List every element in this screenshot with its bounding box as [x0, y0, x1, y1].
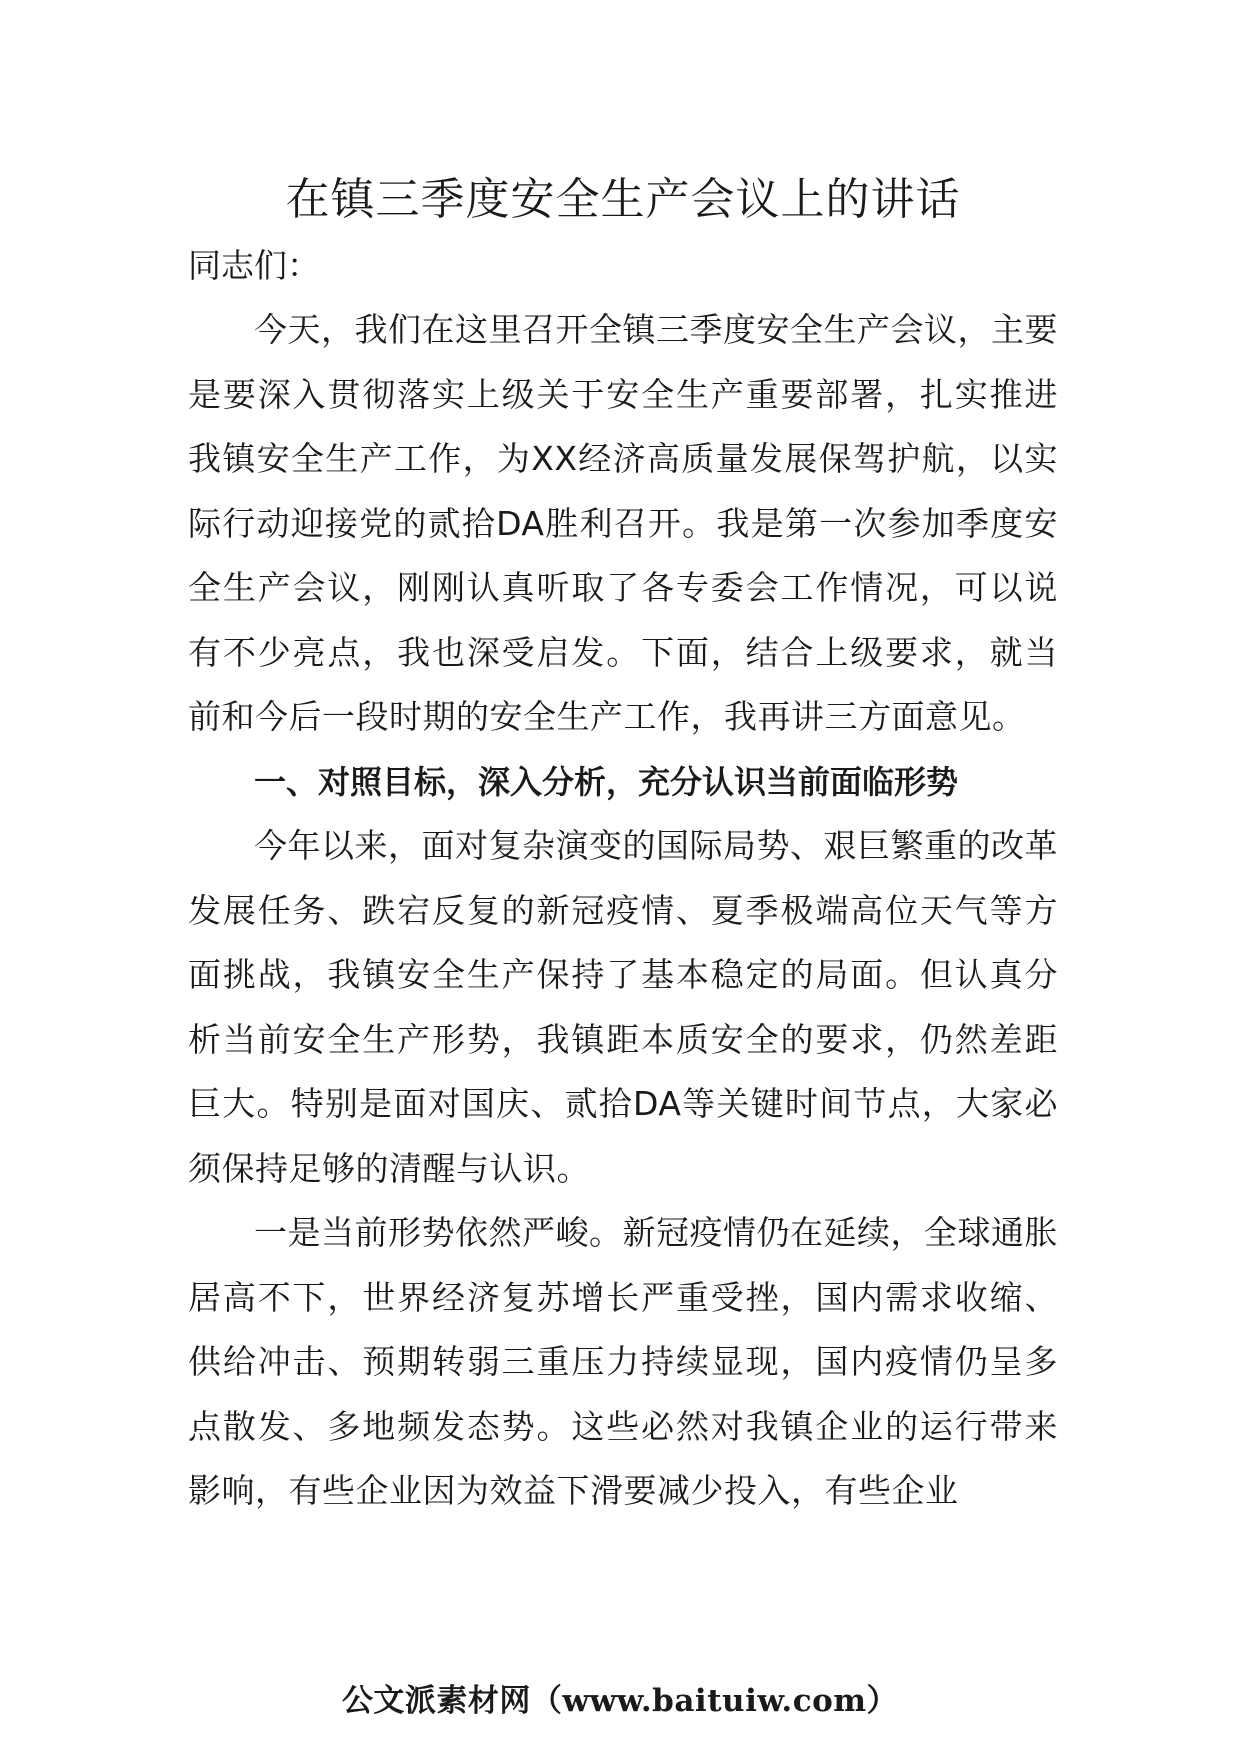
footer-watermark: 公文派素材网（www.baituiw.com） [341, 1683, 899, 1719]
paragraph-situation: 今年以来，面对复杂演变的国际局势、艰巨繁重的改革发展任务、跌宕反复的新冠疫情、夏季极端高位天气等方面挑战，我镇安全生产保持了基本稳定的局面。但认真分析当前安全生产形势，我镇距本质安全的要求，仍然差距巨大。特别是面对国庆、贰拾DA等关键时间节点，大家必须保持足够的清醒与认识。 [188, 826, 1058, 1188]
document-page [188, 168, 1058, 1524]
salutation: 同志们： [188, 246, 320, 285]
paragraph-intro: 今天，我们在这里召开全镇三季度安全生产会议，主要是要深入贯彻落实上级关于安全生产重要部署，扎实推进我镇安全生产工作，为XX经济高质量发展保驾护航，以实际行动迎接党的贰拾DA胜利召开。我是第一次参加季度安全生产会议，刚刚认真听取了各专委会工作情况，可以说有不少亮点，我也深受启发。下面，结合上级要求，就当前和今后一段时期的安全生产工作，我再讲三方面意见。 [188, 310, 1058, 736]
section-heading-1: 一、对照目标，深入分析，充分认识当前面临形势 [254, 762, 959, 801]
document-title: 在镇三季度安全生产会议上的讲话 [285, 174, 961, 225]
paragraph-point-1: 一是当前形势依然严峻。新冠疫情仍在延续，全球通胀居高不下，世界经济复苏增长严重受挫，国内需求收缩、供给冲击、预期转弱三重压力持续显现，国内疫情仍呈多点散发、多地频发态势。这些必然对我镇企业的运行带来影响，有些企业因为效益下滑要减少投入，有些企业 [188, 1213, 1058, 1510]
